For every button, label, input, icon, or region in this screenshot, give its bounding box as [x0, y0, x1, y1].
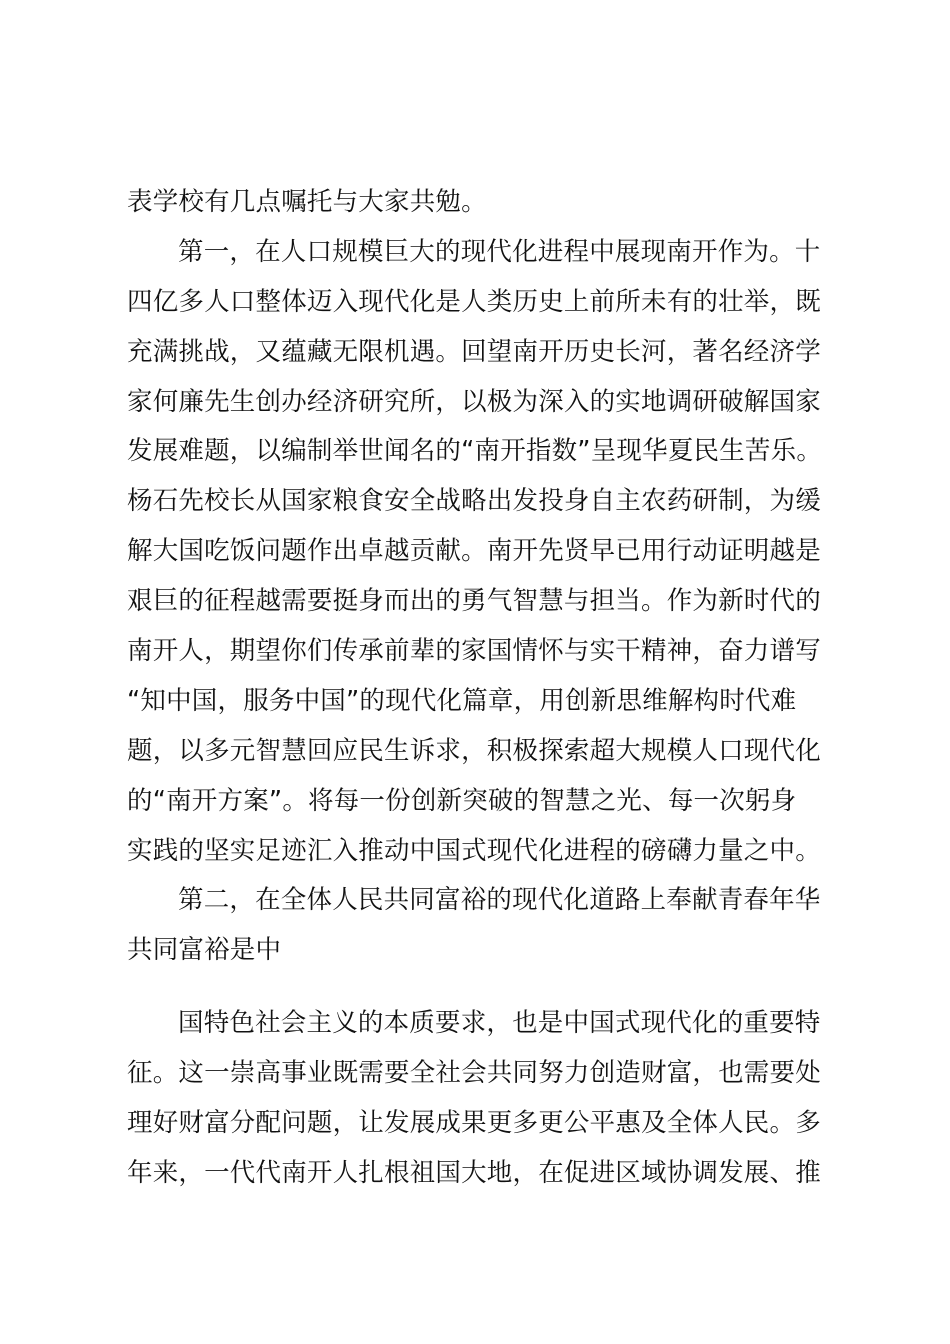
paragraph-gap	[127, 976, 842, 999]
text-line: “知中国，服务中国”的现代化篇章，用创新思维解构时代难	[127, 685, 797, 716]
paragraph-first-line: 第二，在全体人民共同富裕的现代化道路上奉献青春年华	[178, 885, 821, 916]
text-line: 解大国吃饭问题作出卓越贡献。南开先贤早已用行动证明越是	[127, 536, 821, 567]
text-line: 表学校有几点嘱托与大家共勉。	[127, 187, 487, 217]
text-line: 充满挑战，又蕴藏无限机遇。回望南开历史长河，著名经济学	[127, 336, 821, 367]
text-line: 四亿多人口整体迈入现代化是人类历史上前所未有的壮举，既	[127, 286, 821, 317]
text-line: 南开人，期望你们传承前辈的家国情怀与实干精神，奋力谱写	[127, 636, 821, 667]
paragraph-first-line: 国特色社会主义的本质要求，也是中国式现代化的重要特	[178, 1008, 821, 1039]
body-text	[127, 178, 842, 1199]
paragraph-first-line: 第一，在人口规模巨大的现代化进程中展现南开作为。十	[178, 236, 821, 267]
text-line: 征。这一崇高事业既需要全社会共同努力创造财富，也需要处	[127, 1058, 821, 1089]
text-line: 的“南开方案”。将每一份创新突破的智慧之光、每一次躬身	[127, 785, 797, 816]
text-line: 实践的坚实足迹汇入推动中国式现代化进程的磅礴力量之中。	[127, 835, 821, 866]
text-line: 共同富裕是中	[127, 935, 282, 966]
text-line: 发展难题，以编制举世闻名的“南开指数”呈现华夏民生苦乐。	[127, 436, 823, 467]
text-line: 题，以多元智慧回应民生诉求，积极探索超大规模人口现代化	[127, 735, 821, 766]
text-line: 年来，一代代南开人扎根祖国大地，在促进区域协调发展、推	[127, 1157, 821, 1188]
text-line: 杨石先校长从国家粮食安全战略出发投身自主农药研制，为缓	[127, 486, 821, 517]
text-line: 理好财富分配问题，让发展成果更多更公平惠及全体人民。多	[127, 1108, 821, 1139]
text-line: 艰巨的征程越需要挺身而出的勇气智慧与担当。作为新时代的	[127, 586, 821, 617]
text-line: 家何廉先生创办经济研究所，以极为深入的实地调研破解国家	[127, 386, 821, 417]
